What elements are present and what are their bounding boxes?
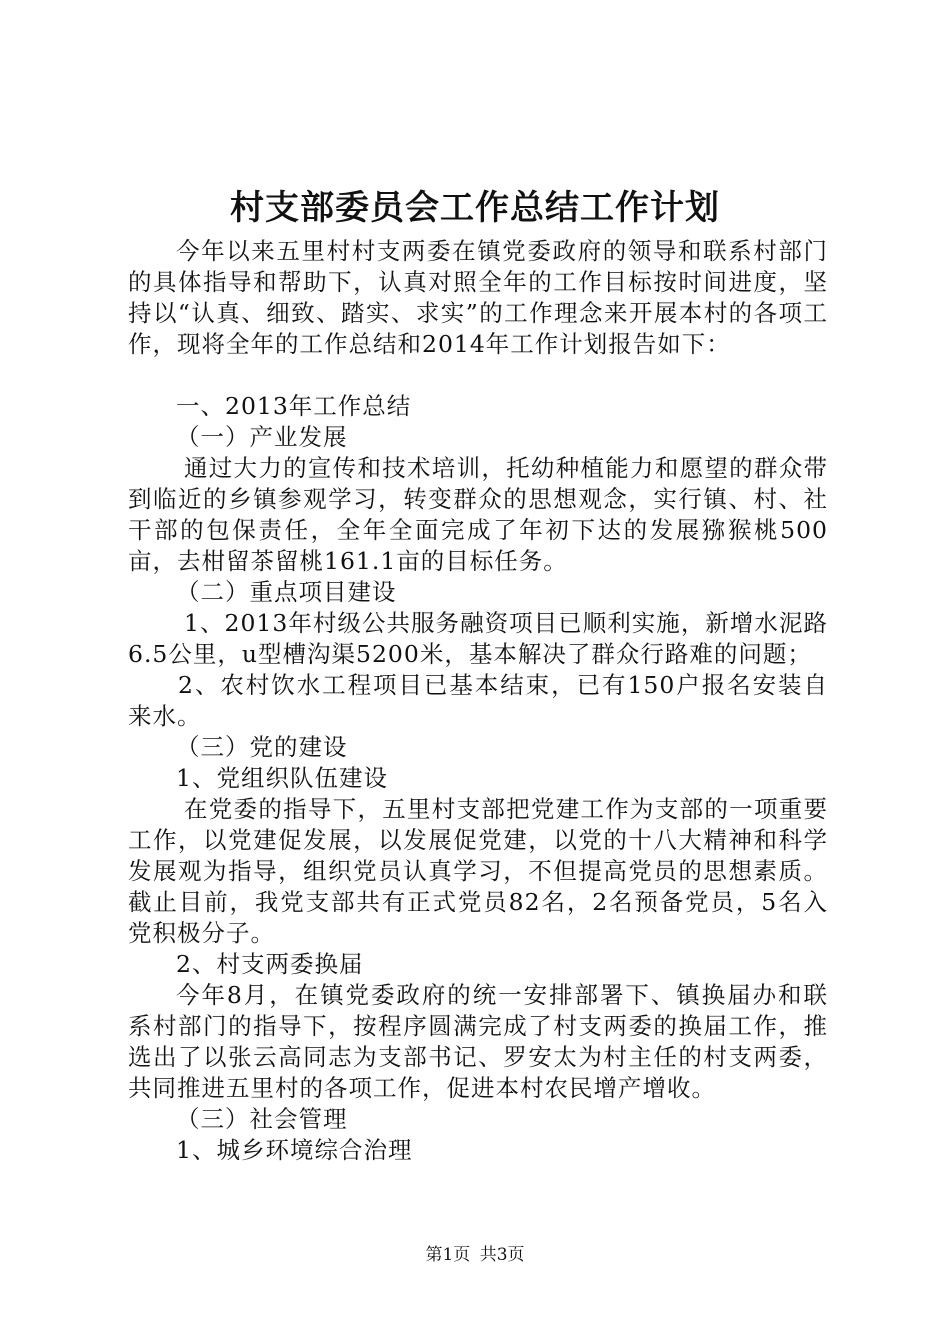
subsection-heading: （一）产业发展 [176, 423, 348, 451]
document-body [128, 236, 828, 1166]
item-heading: 1、党组织队伍建设 [176, 764, 388, 792]
section-heading: 一、2013年工作总结 [176, 392, 412, 420]
body-paragraph: 1、2013年村级公共服务融资项目已顺利实施，新增水泥路6.5公里，u型槽沟渠5200米，基本解决了群众行路难的问题； [128, 609, 828, 668]
item-heading: 2、村支两委换届 [176, 950, 364, 978]
document-title: 村支部委员会工作总结工作计划 [230, 188, 720, 228]
page-total: 共3页 [479, 1245, 525, 1265]
subsection-heading: （二）重点项目建设 [176, 578, 397, 606]
body-paragraph: 在党委的指导下，五里村支部把党建工作为支部的一项重要工作，以党建促发展，以发展促党建，以党的十八大精神和科学发展观为指导，组织党员认真学习，不但提高党员的思想素质。截止目前，我党支部共有正式党员82名，2名预备党员，5名入党积极分子。 [128, 795, 828, 947]
page-footer [0, 1244, 950, 1266]
subsection-heading: （三）社会管理 [176, 1105, 348, 1133]
body-paragraph: 2、农村饮水工程项目已基本结束，已有150户报名安装自来水。 [128, 671, 828, 730]
item-heading: 1、城乡环境综合治理 [176, 1136, 413, 1164]
page-number: 第1页 [425, 1245, 471, 1265]
body-paragraph: 通过大力的宣传和技术培训，托幼种植能力和愿望的群众带到临近的乡镇参观学习，转变群众的思想观念，实行镇、村、社干部的包保责任，全年全面完成了年初下达的发展猕猴桃500亩，去柑留茶留桃161.1亩的目标任务。 [128, 454, 828, 575]
intro-paragraph: 今年以来五里村村支两委在镇党委政府的领导和联系村部门的具体指导和帮助下，认真对照全年的工作目标按时间进度，坚持以“认真、细致、踏实、求实”的工作理念来开展本村的各项工作，现将全年的工作总结和2014年工作计划报告如下： [128, 237, 828, 358]
subsection-heading: （三）党的建设 [176, 733, 348, 761]
body-paragraph: 今年8月，在镇党委政府的统一安排部署下、镇换届办和联系村部门的指导下，按程序圆满完成了村支两委的换届工作，推选出了以张云高同志为支部书记、罗安太为村主任的村支两委，共同推进五里村的各项工作，促进本村农民增产增收。 [128, 981, 828, 1102]
paragraph-gap [128, 360, 828, 391]
